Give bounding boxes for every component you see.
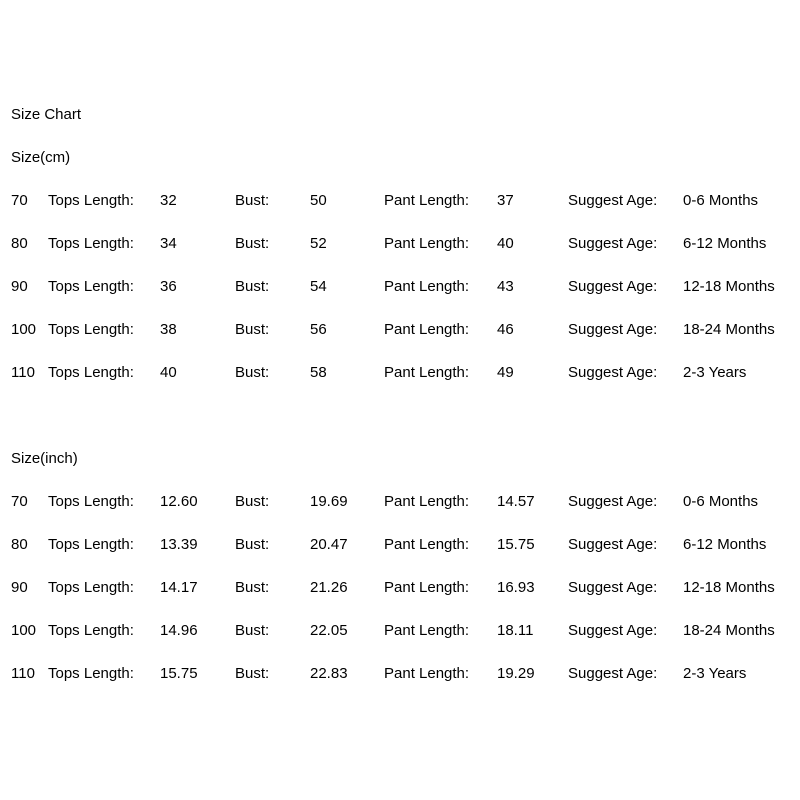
pant-length-value: 14.57 xyxy=(497,493,535,510)
tops-length-value: 14.17 xyxy=(160,579,198,596)
size-row-inch xyxy=(11,652,790,695)
pant-length-value: 19.29 xyxy=(497,665,535,682)
pant-length-label: Pant Length: xyxy=(384,665,470,682)
tops-length-value: 13.39 xyxy=(160,536,198,553)
tops-length-label: Tops Length: xyxy=(48,321,134,338)
bust-value: 52 xyxy=(310,235,327,252)
suggest-age-value: 18-24 Months xyxy=(683,321,775,338)
bust-value: 22.05 xyxy=(310,622,348,639)
suggest-age-value: 2-3 Years xyxy=(683,665,747,682)
bust-value: 50 xyxy=(310,192,327,209)
size-value: 70 xyxy=(11,493,28,510)
size-value: 90 xyxy=(11,579,28,596)
size-value: 70 xyxy=(11,192,28,209)
pant-length-value: 37 xyxy=(497,192,514,209)
section-heading-cm: Size(cm) xyxy=(11,149,71,166)
pant-length-label: Pant Length: xyxy=(384,321,470,338)
tops-length-value: 12.60 xyxy=(160,493,198,510)
suggest-age-value: 18-24 Months xyxy=(683,622,775,639)
size-value: 90 xyxy=(11,278,28,295)
pant-length-label: Pant Length: xyxy=(384,192,470,209)
suggest-age-value: 6-12 Months xyxy=(683,536,767,553)
pant-length-value: 40 xyxy=(497,235,514,252)
tops-length-label: Tops Length: xyxy=(48,192,134,209)
tops-length-label: Tops Length: xyxy=(48,665,134,682)
tops-length-label: Tops Length: xyxy=(48,536,134,553)
pant-length-label: Pant Length: xyxy=(384,278,470,295)
size-value: 110 xyxy=(11,665,35,682)
tops-length-label: Tops Length: xyxy=(48,579,134,596)
suggest-age-label: Suggest Age: xyxy=(568,536,658,553)
section-heading-inch: Size(inch) xyxy=(11,450,78,467)
bust-label: Bust: xyxy=(235,235,270,252)
size-value: 100 xyxy=(11,622,37,639)
tops-length-label: Tops Length: xyxy=(48,493,134,510)
size-value: 100 xyxy=(11,321,37,338)
tops-length-label: Tops Length: xyxy=(48,364,134,381)
bust-value: 21.26 xyxy=(310,579,348,596)
tops-length-value: 40 xyxy=(160,364,177,381)
bust-label: Bust: xyxy=(235,622,270,639)
size-value: 110 xyxy=(11,364,35,381)
pant-length-label: Pant Length: xyxy=(384,235,470,252)
tops-length-value: 34 xyxy=(160,235,177,252)
bust-label: Bust: xyxy=(235,665,270,682)
tops-length-label: Tops Length: xyxy=(48,278,134,295)
section-spacer xyxy=(11,394,790,437)
bust-value: 20.47 xyxy=(310,536,348,553)
suggest-age-value: 6-12 Months xyxy=(683,235,767,252)
page-title: Size Chart xyxy=(11,106,82,123)
size-row-cm xyxy=(11,265,790,308)
size-row-cm xyxy=(11,351,790,394)
suggest-age-value: 12-18 Months xyxy=(683,278,775,295)
size-row-inch xyxy=(11,523,790,566)
bust-value: 58 xyxy=(310,364,327,381)
bust-label: Bust: xyxy=(235,278,270,295)
size-row-cm xyxy=(11,179,790,222)
size-row-inch xyxy=(11,609,790,652)
tops-length-value: 14.96 xyxy=(160,622,198,639)
bust-value: 19.69 xyxy=(310,493,348,510)
tops-length-label: Tops Length: xyxy=(48,622,134,639)
bust-label: Bust: xyxy=(235,321,270,338)
size-row-inch xyxy=(11,566,790,609)
size-value: 80 xyxy=(11,235,28,252)
pant-length-value: 16.93 xyxy=(497,579,535,596)
suggest-age-value: 2-3 Years xyxy=(683,364,747,381)
suggest-age-label: Suggest Age: xyxy=(568,622,658,639)
suggest-age-label: Suggest Age: xyxy=(568,579,658,596)
size-row-cm xyxy=(11,308,790,351)
size-value: 80 xyxy=(11,536,28,553)
pant-length-label: Pant Length: xyxy=(384,622,470,639)
pant-length-label: Pant Length: xyxy=(384,579,470,596)
tops-length-label: Tops Length: xyxy=(48,235,134,252)
tops-length-value: 36 xyxy=(160,278,177,295)
bust-label: Bust: xyxy=(235,536,270,553)
suggest-age-value: 12-18 Months xyxy=(683,579,775,596)
suggest-age-value: 0-6 Months xyxy=(683,493,759,510)
tops-length-value: 32 xyxy=(160,192,177,209)
suggest-age-label: Suggest Age: xyxy=(568,235,658,252)
suggest-age-label: Suggest Age: xyxy=(568,321,658,338)
pant-length-value: 46 xyxy=(497,321,514,338)
suggest-age-label: Suggest Age: xyxy=(568,493,658,510)
pant-length-value: 15.75 xyxy=(497,536,535,553)
suggest-age-label: Suggest Age: xyxy=(568,192,658,209)
bust-value: 54 xyxy=(310,278,327,295)
pant-length-label: Pant Length: xyxy=(384,493,470,510)
size-row-cm xyxy=(11,222,790,265)
size-row-inch xyxy=(11,480,790,523)
pant-length-value: 49 xyxy=(497,364,514,381)
pant-length-value: 43 xyxy=(497,278,514,295)
bust-value: 56 xyxy=(310,321,327,338)
tops-length-value: 15.75 xyxy=(160,665,198,682)
suggest-age-label: Suggest Age: xyxy=(568,278,658,295)
bust-label: Bust: xyxy=(235,493,270,510)
bust-value: 22.83 xyxy=(310,665,348,682)
bust-label: Bust: xyxy=(235,579,270,596)
suggest-age-label: Suggest Age: xyxy=(568,665,658,682)
suggest-age-value: 0-6 Months xyxy=(683,192,759,209)
suggest-age-label: Suggest Age: xyxy=(568,364,658,381)
pant-length-value: 18.11 xyxy=(497,622,534,639)
pant-length-label: Pant Length: xyxy=(384,364,470,381)
bust-label: Bust: xyxy=(235,364,270,381)
tops-length-value: 38 xyxy=(160,321,177,338)
pant-length-label: Pant Length: xyxy=(384,536,470,553)
bust-label: Bust: xyxy=(235,192,270,209)
